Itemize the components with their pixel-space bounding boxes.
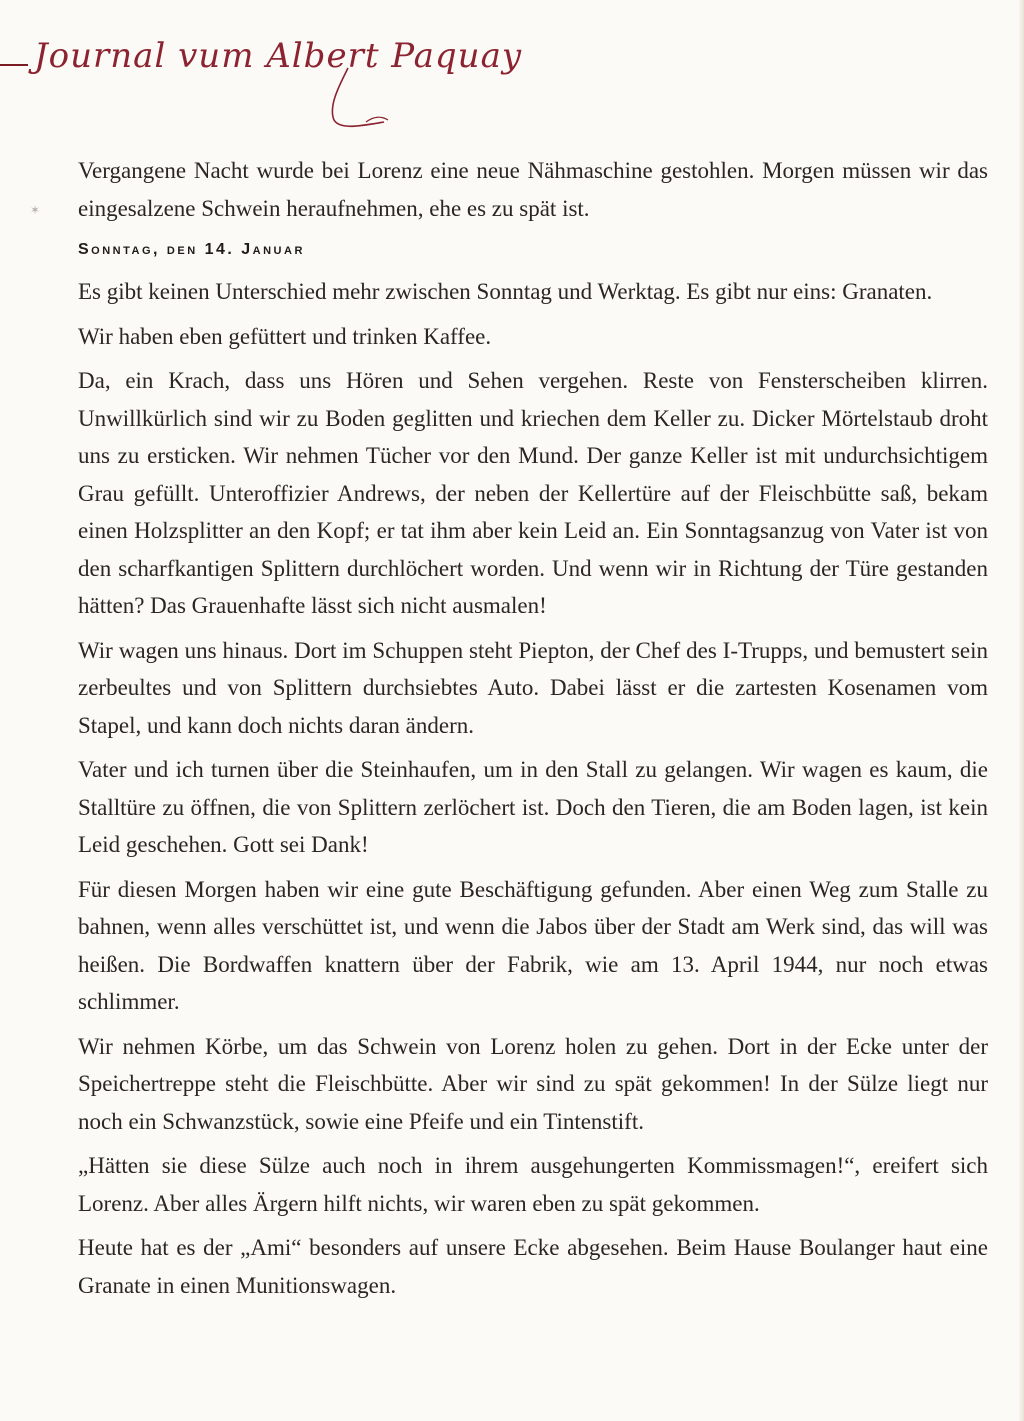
paragraph: Da, ein Krach, dass uns Hören und Sehen vergehen. Reste von Fensterscheiben klirren. Unwillkürlich sind wir zu Boden geglitten und kriechen dem Keller zu. Dicker Mörtelstaub droht uns zu ersticken. Wir nehmen Tücher vor den Mund. Der ganze Keller ist mit undurchsichtigem Grau gefüllt. Unteroffizier Andrews, der neben der Kellertüre auf der Fleischbütte saß, bekam einen Holzsplitter an den Kopf; er tat ihm aber kein Leid an. Ein Sonntagsanzug von Vater ist von den scharfkantigen Splittern durchlöchert worden. Und wenn wir in Richtung der Türe gestanden hätten? Das Grauenhafte lässt sich nicht ausmalen! — [78, 368, 988, 618]
journal-title: Journal vum Albert Paquay — [34, 36, 523, 76]
paragraph: Für diesen Morgen haben wir eine gute Beschäftigung gefunden. Aber einen Weg zum Stalle zu bahnen, wenn alles verschüttet ist, und wenn die Jabos über der Stadt am Werk sind, das will was heißen. Die Bordwaffen knattern über der Fabrik, wie am 13. April 1944, nur noch etwas schlimmer. — [78, 876, 988, 1014]
opening-paragraph: Vergangene Nacht wurde bei Lorenz eine neue Nähmaschine gestohlen. Morgen müssen wir das eingesalzene Schwein heraufnehmen, ehe es zu spät ist. — [78, 158, 988, 221]
paragraph: Heute hat es der „Ami“ besonders auf unsere Ecke abgesehen. Beim Hause Boulanger haut eine Granate in einen Munitionswagen. — [78, 1235, 988, 1298]
journal-body — [78, 152, 988, 1311]
page-edge — [1018, 0, 1024, 1421]
paragraph: Wir nehmen Körbe, um das Schwein von Lorenz holen zu gehen. Dort in der Ecke unter der Speichertreppe steht die Fleischbütte. Aber wir sind zu spät gekommen! In der Sülze liegt nur noch ein Schwanzstück, sowie eine Pfeife und ein Tintenstift. — [78, 1033, 988, 1134]
header-rule — [0, 64, 28, 66]
paragraph: „Hätten sie diese Sülze auch noch in ihrem ausgehungerten Kommissmagen!“, ereifert sich Lorenz. Aber alles Ärgern hilft nichts, wir waren eben zu spät gekommen. — [78, 1153, 988, 1216]
paragraph: Es gibt keinen Unterschied mehr zwischen Sonntag und Werktag. Es gibt nur eins: Granaten. — [78, 279, 933, 304]
paragraph: Wir wagen uns hinaus. Dort im Schuppen steht Piepton, der Chef des I-Trupps, und bemustert sein zerbeultes und von Splittern durchsiebtes Auto. Dabei lässt er die zartesten Kosenamen vom Stapel, und kann doch nichts daran ändern. — [78, 637, 988, 738]
flourish-ornament — [300, 64, 400, 134]
date-heading: Sonntag, den 14. Januar — [78, 241, 305, 258]
margin-mark-icon: ✶ — [30, 203, 41, 217]
paragraph: Vater und ich turnen über die Steinhaufen, um in den Stall zu gelangen. Wir wagen es kaum, die Stalltüre zu öffnen, die von Splittern zerlöchert ist. Doch den Tieren, die am Boden lagen, ist kein Leid geschehen. Gott sei Dank! — [78, 757, 988, 857]
paragraph: Wir haben eben gefüttert und trinken Kaffee. — [78, 323, 492, 349]
journal-header — [0, 28, 523, 138]
